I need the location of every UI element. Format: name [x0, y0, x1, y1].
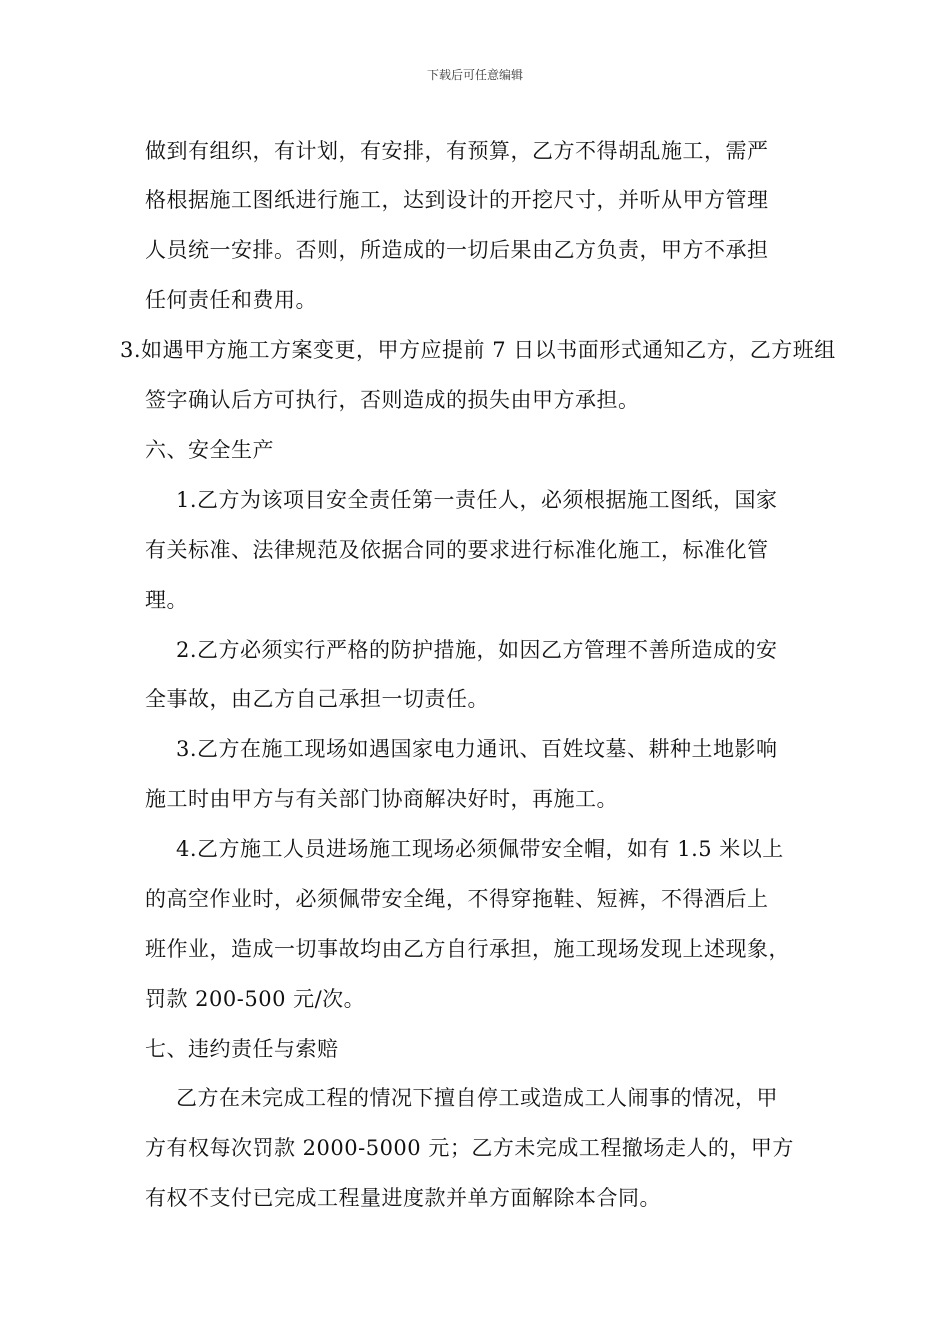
paragraph-line: 乙方在未完成工程的情况下擅自停工或造成工人闹事的情况，甲 — [176, 1086, 778, 1110]
list-item-line: 1.乙方为该项目安全责任第一责任人，必须根据施工图纸，国家 — [176, 488, 778, 512]
paragraph-line: 人员统一安排。否则，所造成的一切后果由乙方负责，甲方不承担 — [145, 238, 769, 262]
list-item-line: 4.乙方施工人员进场施工现场必须佩带安全帽，如有 1.5 米以上 — [176, 837, 784, 861]
page-header: 下载后可任意编辑 — [426, 68, 523, 82]
section-heading: 七、违约责任与索赔 — [145, 1037, 339, 1061]
list-item-line: 3.乙方在施工现场如遇国家电力通讯、百姓坟墓、耕种土地影响 — [176, 737, 778, 761]
paragraph-line: 全事故，由乙方自己承担一切责任。 — [145, 687, 489, 711]
paragraph-line: 做到有组织，有计划，有安排，有预算，乙方不得胡乱施工，需严 — [145, 139, 769, 163]
paragraph-line: 方有权每次罚款 2000-5000 元；乙方未完成工程撤场走人的，甲方 — [145, 1136, 794, 1160]
list-item-line: 2.乙方必须实行严格的防护措施，如因乙方管理不善所造成的安 — [176, 638, 778, 662]
paragraph-line: 格根据施工图纸进行施工，达到设计的开挖尺寸，并听从甲方管理 — [145, 188, 769, 212]
paragraph-line: 理。 — [145, 588, 188, 612]
paragraph-line: 的高空作业时，必须佩带安全绳，不得穿拖鞋、短裤，不得酒后上 — [145, 887, 769, 911]
paragraph-line: 任何责任和费用。 — [145, 288, 317, 312]
paragraph-line: 有权不支付已完成工程量进度款并单方面解除本合同。 — [145, 1186, 661, 1210]
section-heading: 六、安全生产 — [145, 438, 274, 462]
paragraph-line: 班作业，造成一切事故均由乙方自行承担，施工现场发现上述现象， — [145, 937, 790, 961]
paragraph-line: 罚款 200-500 元/次。 — [145, 987, 366, 1011]
list-item-line: 3.如遇甲方施工方案变更，甲方应提前 7 日以书面形式通知乙方，乙方班组 — [120, 338, 836, 362]
paragraph-line: 签字确认后方可执行，否则造成的损失由甲方承担。 — [145, 388, 640, 412]
paragraph-line: 施工时由甲方与有关部门协商解决好时，再施工。 — [145, 787, 618, 811]
paragraph-line: 有关标准、法律规范及依据合同的要求进行标准化施工，标准化管 — [145, 538, 769, 562]
